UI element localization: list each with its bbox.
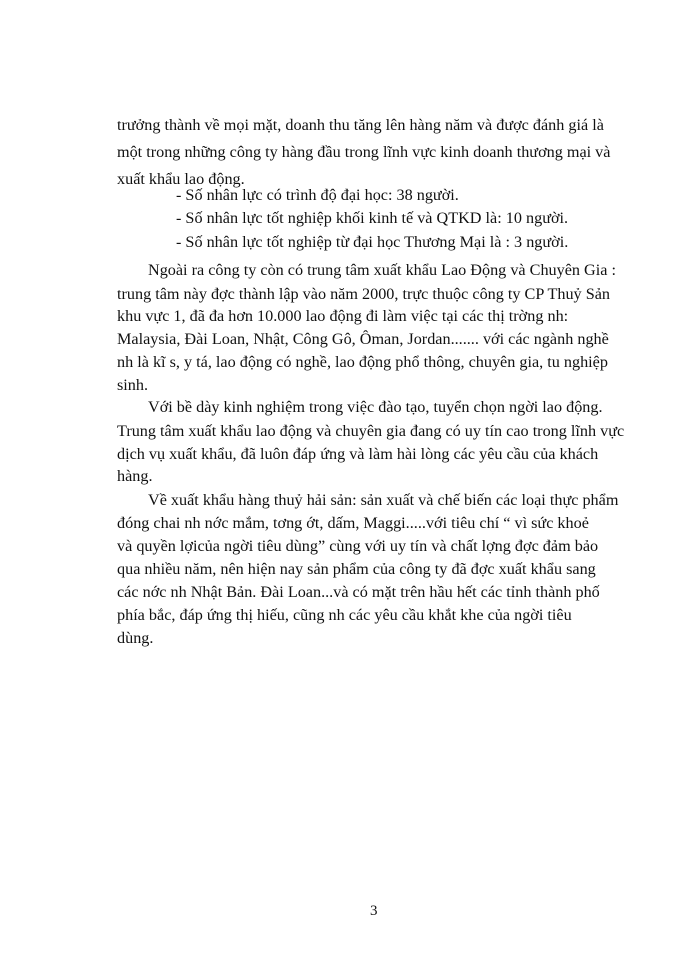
bullet-item: - Số nhân lực tốt nghiệp từ đại học Thương Mại là : 3 người. (176, 233, 569, 251)
text-line: Về xuất khẩu hàng thuỷ hải sản: sản xuất và chế biến các loại thực phẩm (148, 491, 619, 509)
text-line: đóng chai nh nớc mắm, tơng ớt, dấm, Maggi.....với tiêu chí “ vì sức khoẻ (117, 514, 589, 532)
text-line: khu vực 1, đã đa hơn 10.000 lao động đi làm việc tại các thị trờng nh: (117, 307, 569, 325)
text-line: Trung tâm xuất khẩu lao động và chuyên gia đang có uy tín cao trong lĩnh vực (117, 422, 625, 440)
text-line: một trong những công ty hàng đầu trong lĩnh vực kinh doanh thương mại và (117, 143, 611, 161)
text-line: trưởng thành về mọi mặt, doanh thu tăng lên hàng năm và được đánh giá là (117, 116, 604, 134)
text-line: dịch vụ xuất khẩu, đã luôn đáp ứng và làm hài lòng các yêu cầu của khách (117, 445, 599, 463)
text-line: xuất khẩu lao động. (117, 170, 245, 188)
bullet-item: - Số nhân lực tốt nghiệp khối kinh tế và QTKD là: 10 người. (176, 209, 569, 227)
page-number: 3 (370, 903, 378, 919)
text-line: qua nhiều năm, nên hiện nay sản phẩm của công ty đã đợc xuất khẩu sang (117, 560, 596, 578)
text-line: phía bắc, đáp ứng thị hiếu, cũng nh các yêu cầu khắt khe của ngời tiêu (117, 606, 572, 624)
text-line: các nớc nh Nhật Bản. Đài Loan...và có mặt trên hầu hết các tỉnh thành phố (117, 583, 600, 601)
text-line: Với bề dày kinh nghiệm trong việc đào tạo, tuyển chọn ngời lao động. (148, 398, 603, 416)
text-line: trung tâm này đợc thành lập vào năm 2000, trực thuộc công ty CP Thuỷ Sản (117, 285, 610, 303)
text-line: sinh. (117, 376, 149, 394)
text-line: hàng. (117, 467, 153, 485)
text-line: dùng. (117, 629, 154, 647)
text-line: và quyền lợicủa ngời tiêu dùng” cùng với uy tín và chất lợng đợc đảm bảo (117, 537, 599, 555)
text-line: Malaysia, Đài Loan, Nhật, Công Gô, Ôman, Jordan....... với các ngành nghề (117, 330, 609, 348)
bullet-item: - Số nhân lực có trình độ đại học: 38 người. (176, 186, 459, 204)
text-line: nh là kĩ s, y tá, lao động có nghề, lao động phổ thông, chuyên gia, tu nghiệp (117, 353, 608, 371)
text-line: Ngoài ra công ty còn có trung tâm xuất khẩu Lao Động và Chuyên Gia : (148, 261, 616, 279)
